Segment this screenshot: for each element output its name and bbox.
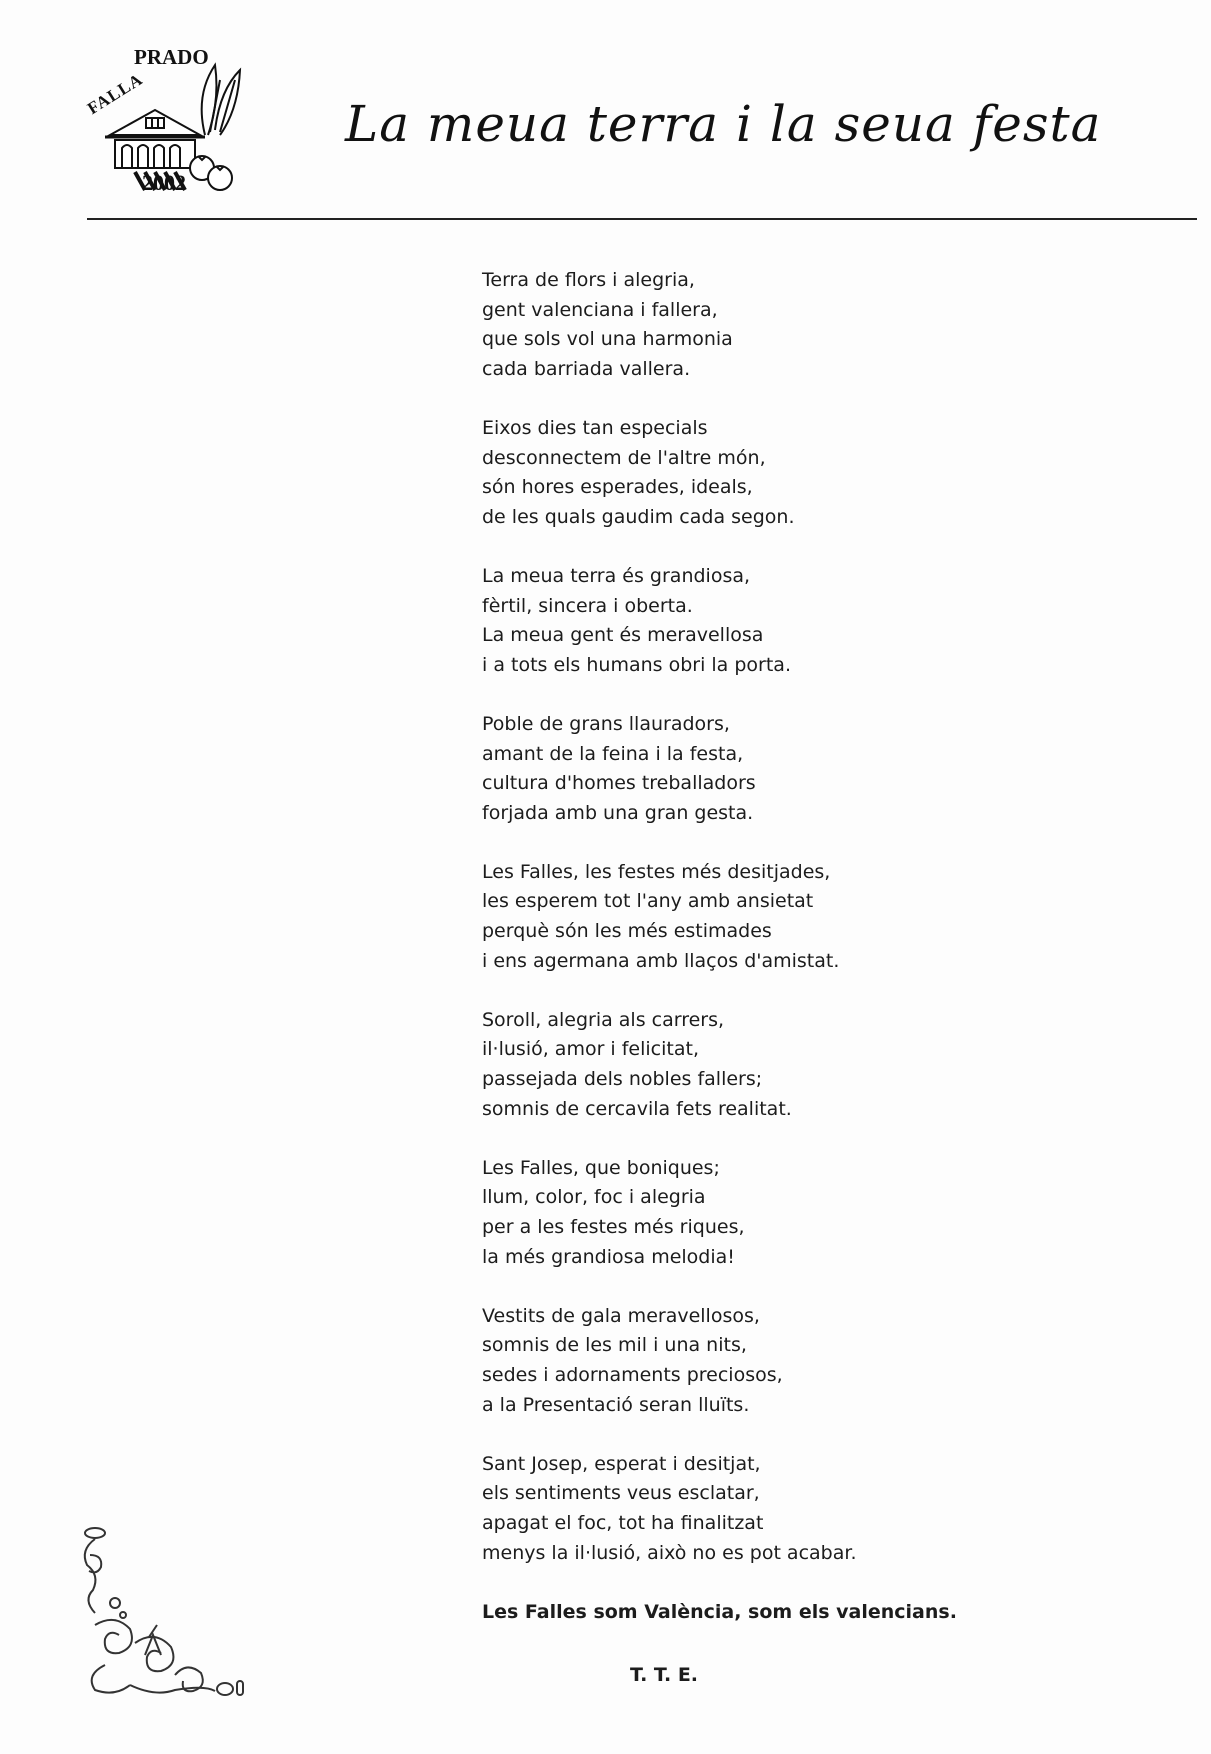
poem-stanza [482,1450,1042,1568]
poem-line: desconnectem de l'altre món, [482,446,766,469]
corner-ornament-icon [75,1525,250,1700]
poem-line: i a tots els humans obri la porta. [482,653,791,676]
falla-logo [80,40,255,200]
poem-line: menys la il·lusió, això no es pot acabar. [482,1541,857,1564]
poem-line: Soroll, alegria als carrers, [482,1008,725,1031]
poem-stanza [482,1154,1042,1272]
poem-line: sedes i adornaments preciosos, [482,1363,783,1386]
poem-stanza [482,1006,1042,1124]
poem-line: Vestits de gala meravellosos, [482,1304,760,1327]
poem-line: i ens agermana amb llaços d'amistat. [482,949,840,972]
page-title: La meua terra i la seua festa [345,95,1102,153]
author-signature: T. T. E. [630,1664,699,1687]
poem-line: amant de la feina i la festa, [482,742,744,765]
poem-stanza [482,266,1042,384]
poem-stanza [482,710,1042,828]
poem-line: Les Falles, que boniques; [482,1156,720,1179]
poem-stanza [482,858,1042,976]
poem-line: les esperem tot l'any amb ansietat [482,890,814,913]
logo-prado-text: PRADO [134,45,209,69]
poem-line: Les Falles, les festes més desitjades, [482,860,831,883]
poem-line: forjada amb una gran gesta. [482,801,754,824]
logo-year-text: 2002 [142,170,186,195]
poem-line: cultura d'homes treballadors [482,772,756,795]
poem-line: de les quals gaudim cada segon. [482,505,795,528]
poem-line: Sant Josep, esperat i desitjat, [482,1452,761,1475]
poem-line: gent valenciana i fallera, [482,298,718,321]
poem-line: fèrtil, sincera i oberta. [482,594,693,617]
logo-falla-text: FALLA [84,69,147,119]
poem-motto: Les Falles som València, som els valencians. [482,1600,957,1623]
poem-line: perquè són les més estimades [482,920,772,943]
poem-body [482,266,1042,1691]
poem-stanza [482,414,1042,532]
poem-line: Eixos dies tan especials [482,416,708,439]
poem-line: per a les festes més riques, [482,1216,745,1238]
poem-line: la més grandiosa melodia! [482,1245,735,1268]
poem-line: que sols vol una harmonia [482,328,733,351]
poem-line: Terra de flors i alegria, [482,269,695,291]
poem-line: La meua gent és meravellosa [482,624,764,647]
poem-line: són hores esperades, ideals, [482,476,753,499]
poem-line: Poble de grans llauradors, [482,712,730,735]
poem-stanza [482,1302,1042,1420]
poem-line: apagat el foc, tot ha finalitzat [482,1511,764,1534]
poem-line: passejada dels nobles fallers; [482,1068,763,1091]
poem-line: els sentiments veus esclatar, [482,1482,760,1505]
poem-line: somnis de les mil i una nits, [482,1334,747,1357]
poem-line: La meua terra és grandiosa, [482,564,751,587]
poem-line: cada barriada vallera. [482,357,691,380]
poem-stanza [482,562,1042,680]
poem-line: il·lusió, amor i felicitat, [482,1038,699,1061]
poem-line: somnis de cercavila fets realitat. [482,1097,792,1120]
poem-line: llum, color, foc i alegria [482,1186,706,1209]
header-divider [87,218,1197,220]
poem-line: a la Presentació seran lluïts. [482,1393,750,1416]
